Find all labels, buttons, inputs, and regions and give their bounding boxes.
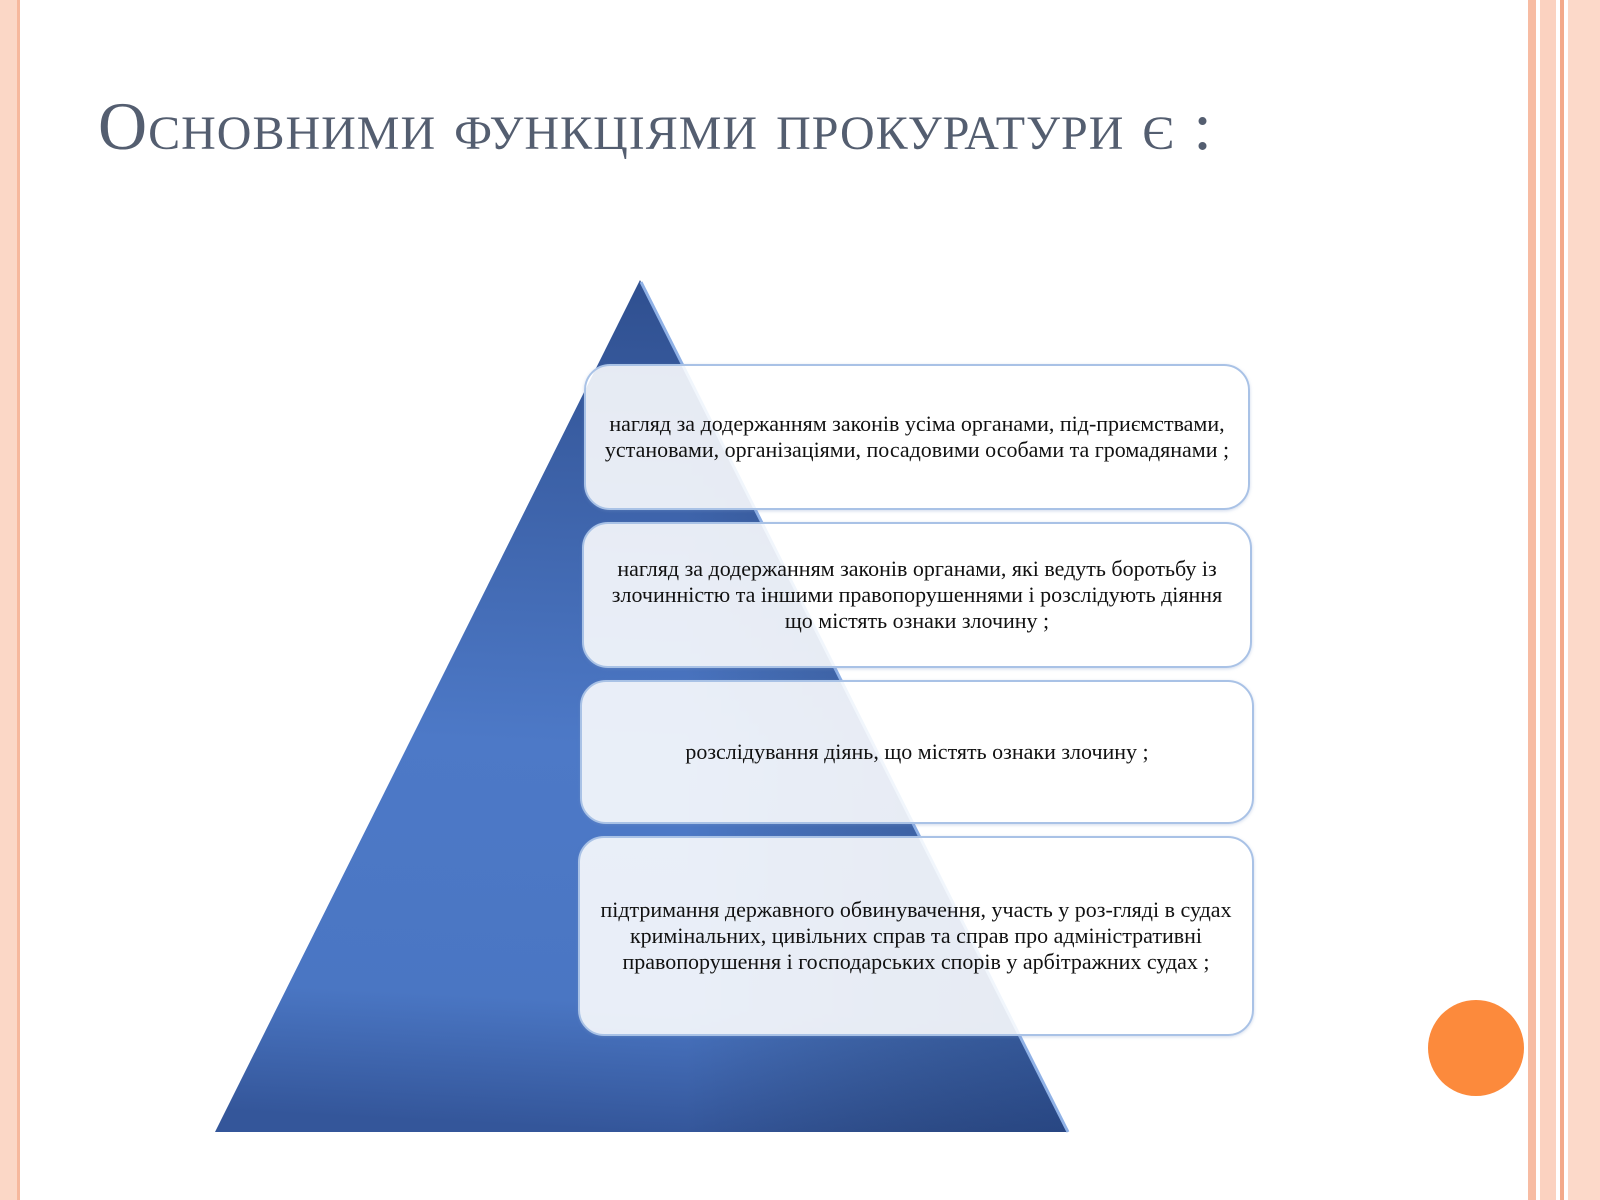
function-box: [582, 522, 1252, 668]
frame-right-stripe: [1528, 0, 1536, 1200]
function-text: нагляд за додержанням законів органами, які ведуть боротьбу із злочинністю та іншими правопорушеннями і розслідують діяння що містять ознаки злочину ;: [611, 556, 1223, 633]
function-text: нагляд за додержанням законів усіма органами, під-приємствами, установами, організаціями, посадовими особами та громадянами ;: [604, 411, 1230, 462]
function-box: [580, 680, 1254, 824]
function-text: підтримання державного обвинувачення, участь у роз-гляді в судах кримінальних, цивільних справ та справ про адміністративні правопорушення і господарських спорів у арбітражних судах ;: [600, 897, 1232, 974]
frame-left-stripe: [0, 0, 20, 1200]
frame-right-stripe: [1540, 0, 1556, 1200]
frame-right-stripe: [1568, 0, 1600, 1200]
function-text: розслідування діянь, що містять ознаки злочину ;: [685, 739, 1149, 764]
function-box: [578, 836, 1254, 1036]
function-box: [584, 364, 1250, 510]
frame-right-stripe: [1560, 0, 1564, 1200]
accent-dot: [1428, 1000, 1524, 1096]
slide-title: Основними функціями прокуратури є :: [98, 88, 1213, 164]
